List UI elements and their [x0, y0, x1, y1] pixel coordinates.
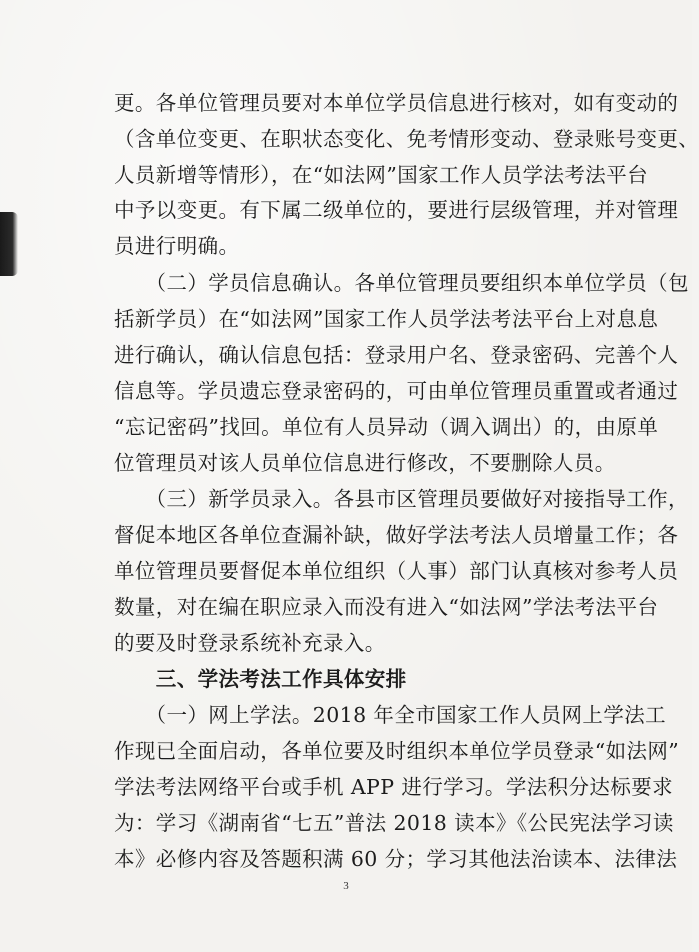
paragraph-line: 进行确认，确认信息包括：登录用户名、登录密码、完善个人: [114, 343, 679, 367]
paragraph-line: 学法考法网络平台或手机 APP 进行学习。学法积分达标要求: [114, 775, 674, 799]
paragraph-line: 的要及时登录系统补充录入。: [114, 631, 386, 655]
paragraph-line: 员进行明确。: [114, 234, 240, 258]
paragraph-line: 括新学员）在“如法网”国家工作人员学法考法平台上对息息: [114, 307, 659, 331]
paragraph-line: 本》必修内容及答题积满 60 分；学习其他法治读本、法律法: [114, 847, 678, 871]
paragraph-line: （一）网上学法。2018 年全市国家工作人员网上学法工: [114, 703, 667, 727]
page-number: 3: [343, 880, 349, 892]
paragraph-line: 作现已全面启动，各单位要及时组织本单位学员登录“如法网”: [114, 739, 680, 763]
paragraph-line: 中予以变更。有下属二级单位的，要进行层级管理，并对管理: [114, 198, 679, 222]
paragraph-line: 督促本地区各单位查漏补缺，做好学法考法人员增量工作；各: [114, 523, 679, 547]
paragraph-line: 位管理员对该人员单位信息进行修改，不要删除人员。: [114, 451, 616, 475]
paragraph-line: 数量，对在编在职应录入而没有进入“如法网”学法考法平台: [114, 595, 659, 619]
paragraph-line: （三）新学员录入。各县市区管理员要做好对接指导工作，: [114, 487, 689, 511]
paragraph-line: 为：学习《湖南省“七五”普法 2018 读本》《公民宪法学习读: [114, 811, 674, 835]
paragraph-line: 更。各单位管理员要对本单位学员信息进行核对，如有变动的: [114, 91, 679, 115]
scan-binding-mark: [0, 212, 18, 276]
paragraph-line: 信息等。学员遗忘登录密码的，可由单位管理员重置或者通过: [114, 379, 679, 403]
section-heading: 三、学法考法工作具体安排: [114, 667, 407, 691]
paragraph-line: 单位管理员要督促本单位组织（人事）部门认真核对参考人员: [114, 559, 679, 583]
paragraph-line: （二）学员信息确认。各单位管理员要组织本单位学员（包: [114, 271, 689, 295]
paragraph-line: 人员新增等情形），在“如法网”国家工作人员学法考法平台: [114, 163, 649, 187]
paragraph-line: “忘记密码”找回。单位有人员异动（调入调出）的，由原单: [114, 415, 659, 439]
paragraph-line: （含单位变更、在职状态变化、免考情形变动、登录账号变更、: [114, 127, 699, 151]
